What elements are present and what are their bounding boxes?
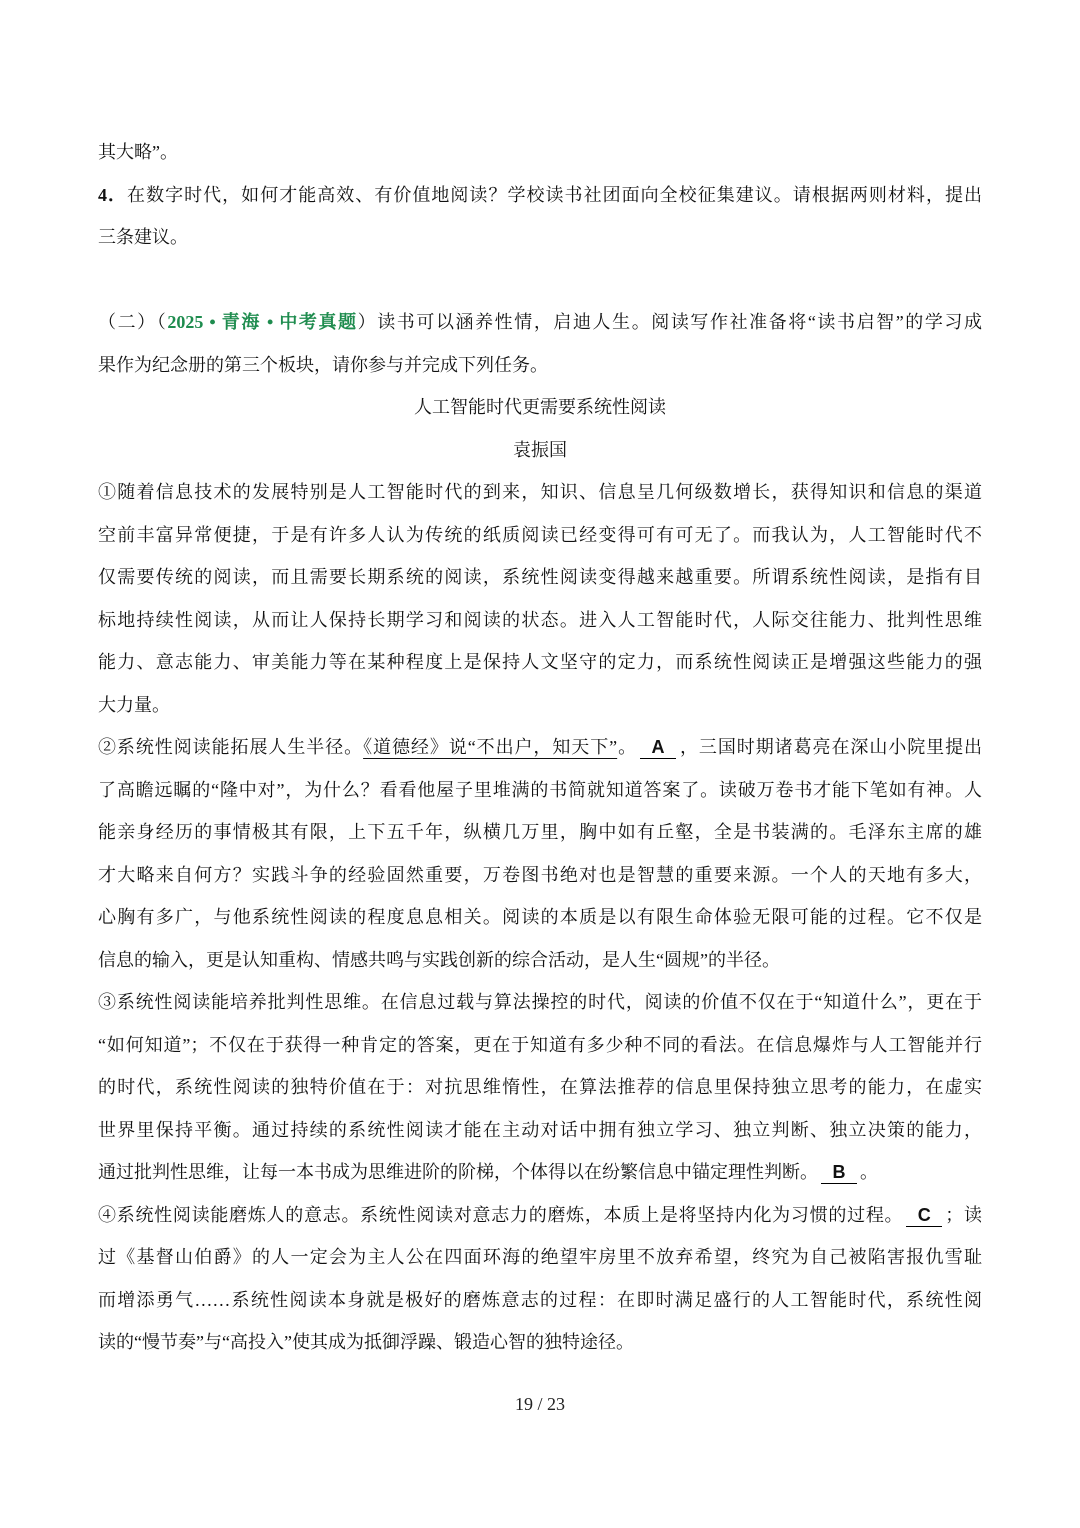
- text-line: ③系统性阅读能培养批判性思维。在信息过载与算法操控的时代，阅读的价值不仅在于“知道什么”，更在于: [98, 992, 982, 1012]
- text-line: 的时代，系统性阅读的独特价值在于：对抗思维惰性，在算法推荐的信息里保持独立思考的能力，在虚实: [98, 1077, 982, 1097]
- text-line: 能亲身经历的事情极其有限，上下五千年，纵横几万里，胸中如有丘壑，全是书装满的。毛泽东主席的雄: [98, 822, 982, 842]
- source-tag: 2025 • 青海 • 中考真题: [167, 312, 358, 332]
- section-intro-text: 读书可以涵养性情，启迪人生。阅读写作社准备将“读书启智”的学习成: [377, 312, 983, 332]
- text-line: 才大略来自何方？实践斗争的经验固然重要，万卷图书绝对也是智慧的重要来源。一个人的天地有多大，: [98, 864, 982, 885]
- text-line: [98, 726, 982, 769]
- text-line: [98, 1151, 982, 1194]
- blank-line: [98, 259, 982, 302]
- text-line: 读的“慢节奏”与“高投入”使其成为抵御浮躁、锻造心智的独特途径。: [98, 1332, 634, 1352]
- text-line: ①随着信息技术的发展特别是人工智能时代的到来，知识、信息呈几何级数增长，获得知识和信息的渠道: [98, 482, 982, 502]
- text-line: 标地持续性阅读，从而让人保持长期学习和阅读的状态。进入人工智能时代，人际交往能力、批判性思维: [98, 609, 982, 630]
- underlined-quote: 《道德经》说“不出户，知天下”: [363, 737, 618, 757]
- source-paren-close: ）: [357, 312, 378, 332]
- paragraph-4: [98, 1194, 982, 1364]
- article-title: 人工智能时代更需要系统性阅读: [414, 397, 666, 417]
- answer-blank-a: A: [640, 736, 676, 759]
- page-number: 19 / 23: [514, 1394, 565, 1414]
- text-line: 大力量。: [98, 694, 170, 715]
- text-segment: 通过批判性思维，让每一本书成为思维进阶的阶梯，个体得以在纷繁信息中锚定理性判断。: [98, 1162, 818, 1182]
- article-author: 袁振国: [513, 439, 567, 460]
- paragraph-3: [98, 981, 982, 1194]
- question-text-continued: 三条建议。: [98, 227, 188, 247]
- text-line: [98, 1194, 982, 1237]
- section-intro-continued: 果作为纪念册的第三个板块，请你参与并完成下列任务。: [98, 354, 548, 375]
- previous-question-tail: 其大略”。: [98, 142, 178, 162]
- paragraph-1: [98, 471, 982, 726]
- text-line: 世界里保持平衡。通过持续的系统性阅读才能在主动对话中拥有独立学习、独立判断、独立决策的能力，: [98, 1119, 982, 1140]
- text-segment: 。: [617, 737, 638, 757]
- text-line: 能力、意志能力、审美能力等在某种程度上是保持人文坚守的定力，而系统性阅读正是增强这些能力的强: [98, 652, 982, 672]
- text-line: “如何知道”；不仅在于获得一种肯定的答案，更在于知道有多少种不同的看法。在信息爆炸与人工智能并行: [98, 1034, 982, 1055]
- text-line: 空前丰富异常便捷，于是有许多人认为传统的纸质阅读已经变得可有可无了。而我认为，人工智能时代不: [98, 524, 982, 545]
- text-line: 而增添勇气……系统性阅读本身就是极好的磨炼意志的过程：在即时满足盛行的人工智能时代，系统性阅: [98, 1289, 982, 1310]
- text-line: 仅需要传统的阅读，而且需要长期系统的阅读，系统性阅读变得越来越重要。所谓系统性阅读，是指有目: [98, 567, 982, 587]
- source-paren-open: （: [156, 312, 168, 332]
- section-label: （二）: [98, 312, 157, 332]
- text-segment: ④系统性阅读能磨炼人的意志。系统性阅读对意志力的磨炼，本质上是将坚持内化为习惯的过程。: [98, 1204, 904, 1225]
- paragraph-2: [98, 726, 982, 981]
- text-line: 信息的输入，更是认知重构、情感共鸣与实践创新的综合活动，是人生“圆规”的半径。: [98, 949, 780, 970]
- text-line: 了高瞻远瞩的“隆中对”，为什么？看看他屋子里堆满的书简就知道答案了。读破万卷书才能下笔如有神。人: [98, 779, 982, 800]
- text-segment: ，三国时期诸葛亮在深山小院里提出: [679, 737, 983, 757]
- question-text: 在数字时代，如何才能高效、有价值地阅读？学校读书社团面向全校征集建议。请根据两则材料，提出: [127, 184, 982, 205]
- text-line: 过《基督山伯爵》的人一定会为主人公在四面环海的绝望牢房里不放弃希望，终究为自己被陷害报仇雪耻: [98, 1247, 982, 1267]
- answer-blank-b: B: [821, 1161, 857, 1184]
- text-segment: ②系统性阅读能拓展人生半径。: [98, 737, 364, 757]
- document-page: [98, 131, 982, 1364]
- text-line: 心胸有多广，与他系统性阅读的程度息息相关。阅读的本质是以有限生命体验无限可能的过程。它不仅是: [98, 907, 982, 927]
- answer-blank-c: C: [906, 1204, 942, 1227]
- question-number: 4．: [98, 184, 128, 205]
- question-4: [98, 174, 982, 217]
- text-segment: ；读: [945, 1204, 983, 1225]
- section-2-intro: [98, 301, 982, 344]
- text-segment: 。: [860, 1162, 878, 1182]
